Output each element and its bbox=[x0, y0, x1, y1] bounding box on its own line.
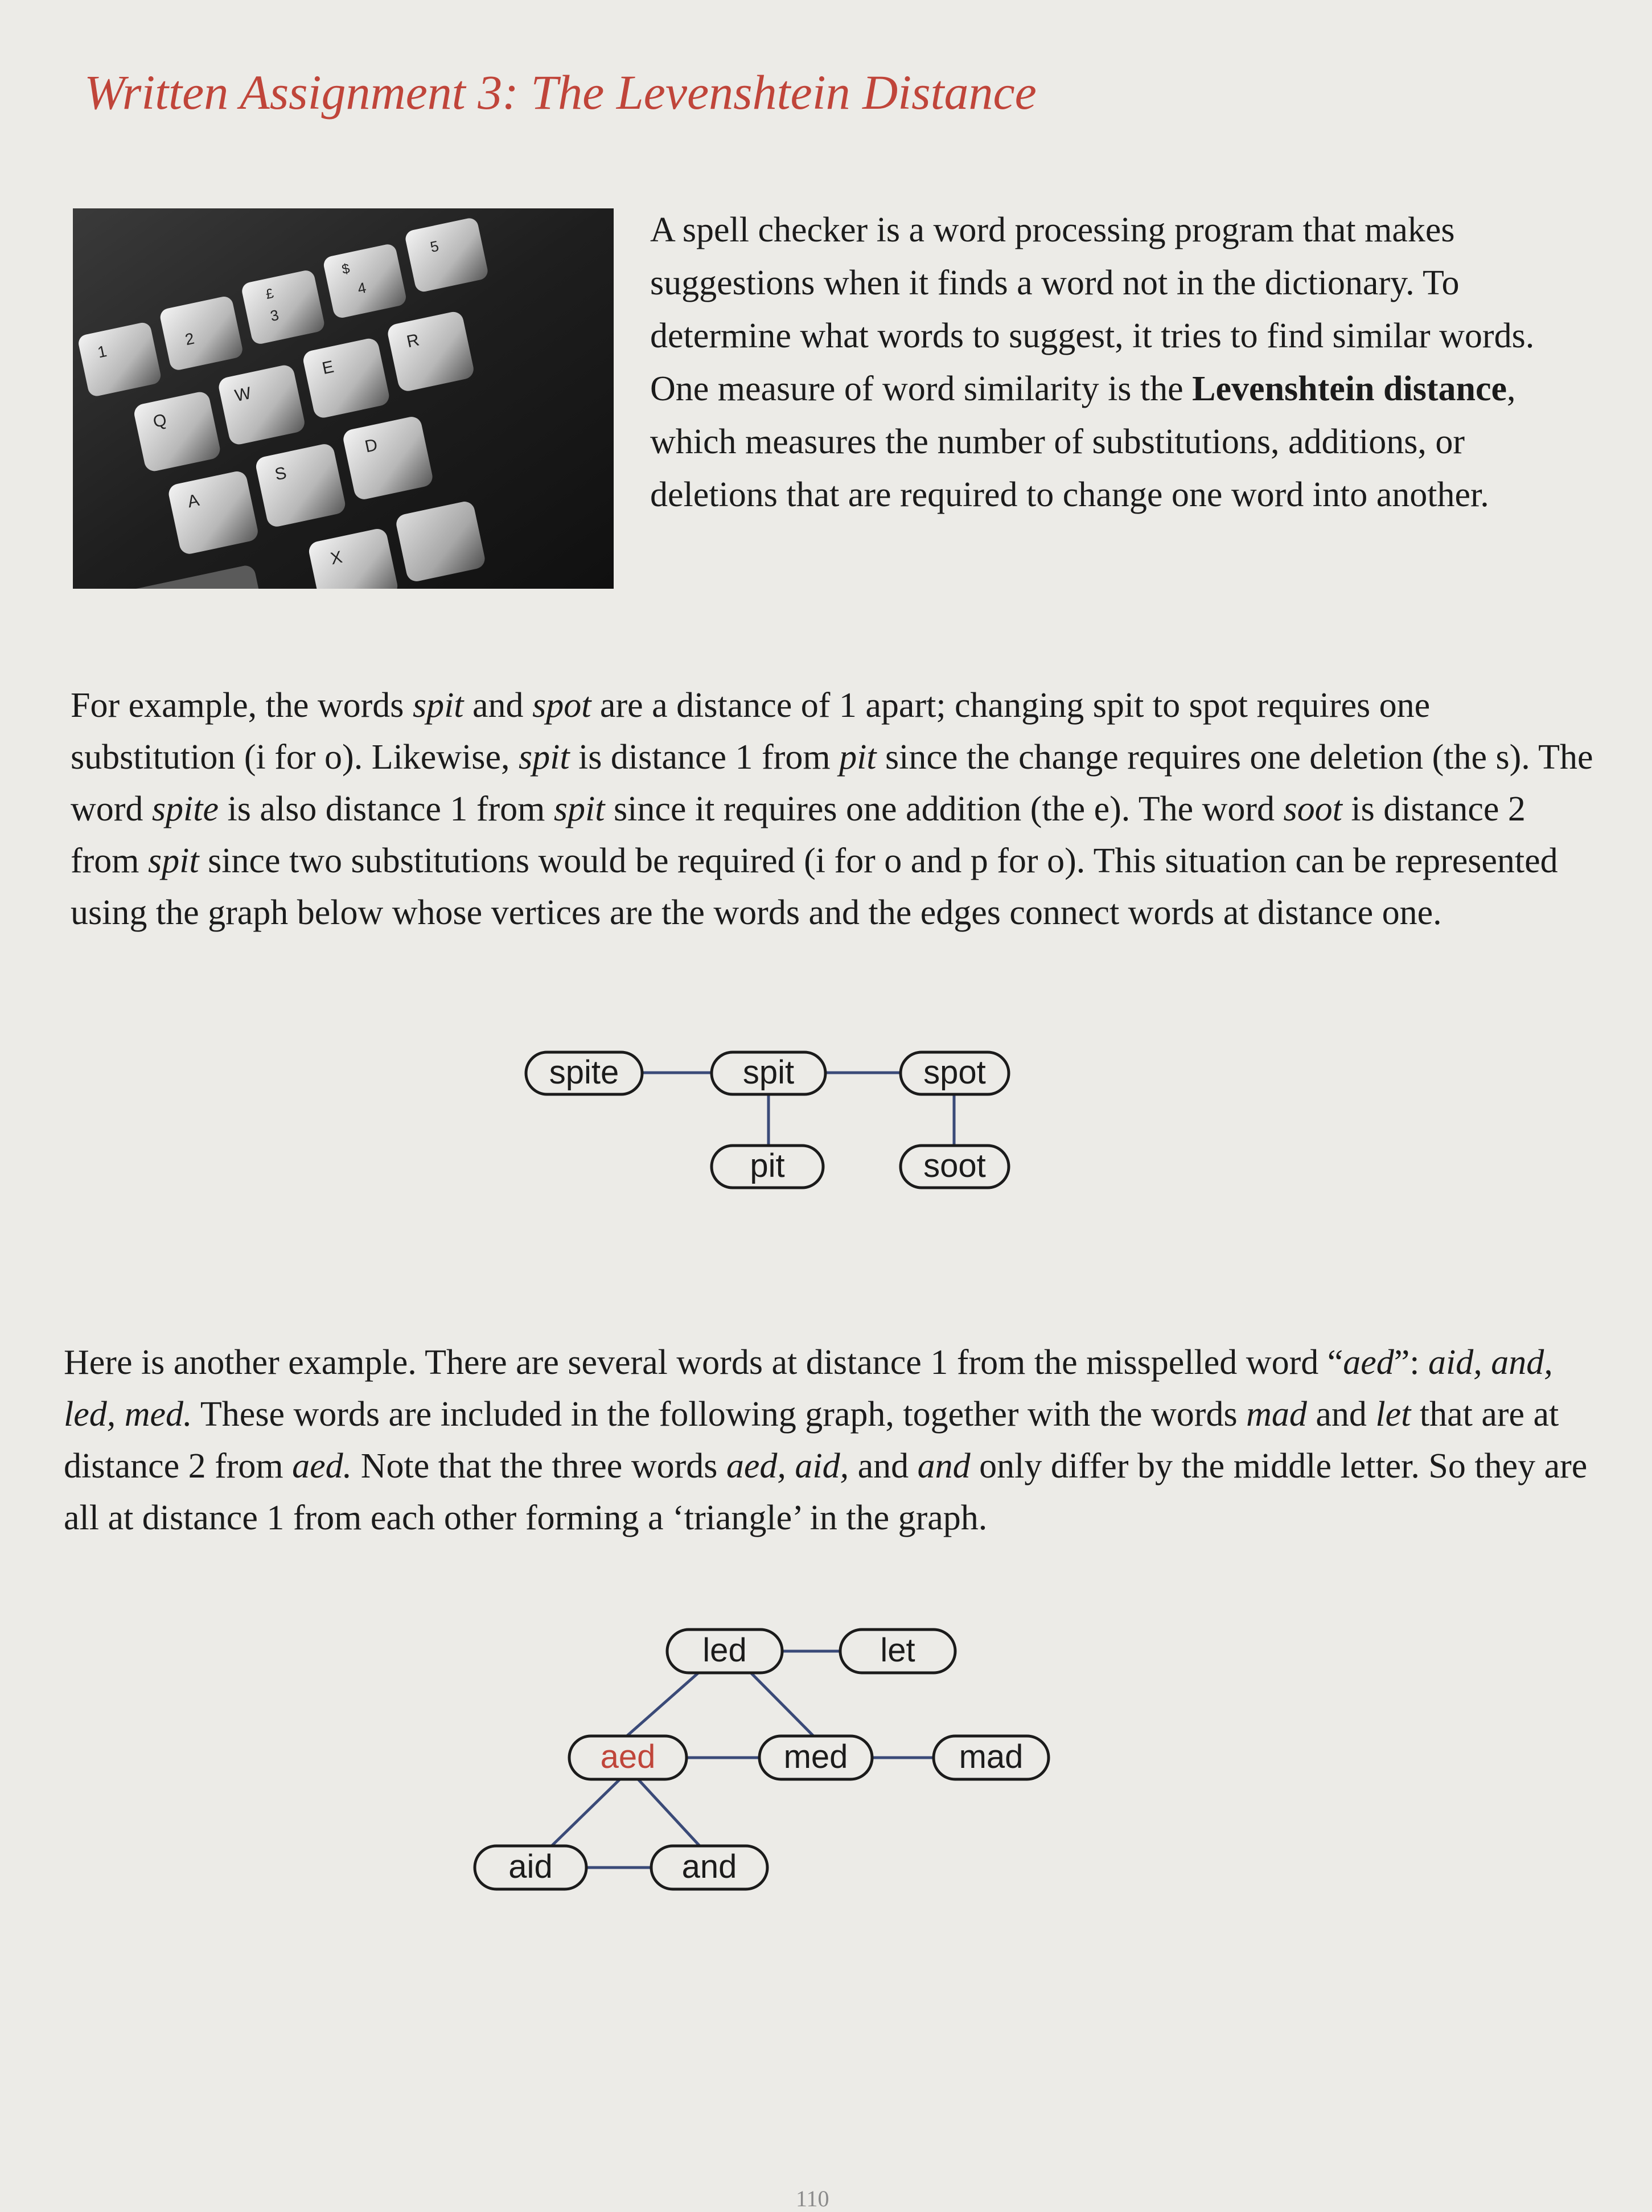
svg-text:£: £ bbox=[264, 285, 276, 302]
node-and bbox=[651, 1846, 767, 1889]
svg-text:S: S bbox=[273, 463, 289, 485]
node-soot bbox=[901, 1146, 1009, 1188]
node-pit bbox=[712, 1146, 823, 1188]
node-let bbox=[840, 1630, 955, 1673]
example-paragraph-1: For example, the words spit and spot are a distance of 1 apart; changing spit to spot requires one substitution (i for o). Likewise, spit is distance 1 from pit since the change requires one deletion (the s). The word spite is also distance 1 from spit since it requires one addition (the e). The word soot is distance 2 from spit since two substitutions would be required (i for o and p for o). This situation can be represented using the graph below whose vertices are the words and the edges connect words at distance one. bbox=[71, 686, 1593, 932]
svg-text:1: 1 bbox=[96, 342, 109, 362]
svg-text:Q: Q bbox=[151, 410, 169, 432]
assignment-heading: Written Assignment 3: The Levenshtein Distance bbox=[84, 65, 1037, 120]
node-spite bbox=[526, 1052, 642, 1094]
node-aid bbox=[475, 1846, 586, 1889]
svg-text:led: led bbox=[702, 1632, 747, 1669]
svg-text:spit: spit bbox=[742, 1054, 795, 1091]
svg-text:spot: spot bbox=[923, 1054, 986, 1091]
svg-text:A: A bbox=[186, 490, 201, 512]
page-number: 110 bbox=[796, 2186, 829, 2211]
svg-text:2: 2 bbox=[183, 329, 196, 349]
node-led bbox=[667, 1630, 782, 1673]
svg-text:X: X bbox=[328, 547, 344, 569]
svg-text:5: 5 bbox=[428, 237, 441, 256]
node-aed bbox=[569, 1736, 687, 1779]
edge-aed-aid bbox=[551, 1779, 620, 1846]
svg-text:mad: mad bbox=[959, 1738, 1024, 1775]
edge-led-aed bbox=[626, 1672, 699, 1737]
node-spot bbox=[901, 1052, 1009, 1094]
edge-aed-and bbox=[638, 1779, 700, 1846]
svg-text:$: $ bbox=[340, 261, 351, 278]
svg-text:med: med bbox=[783, 1738, 848, 1775]
term-levenshtein-distance: Levenshtein distance bbox=[1192, 370, 1507, 408]
intro-text-a: A spell checker is a word processing program that makes suggestions when it finds a word not in the dictionary. To determine what words to suggest, it tries to find similar words. One measure of word similarity is the bbox=[650, 211, 1535, 408]
svg-text:4: 4 bbox=[356, 278, 368, 298]
edge-led-med bbox=[750, 1672, 814, 1737]
intro-text-b: , which measures the number of substitutions, additions, or deletions that are required to change one word into another. bbox=[650, 370, 1516, 514]
distance-graph-spit bbox=[526, 1052, 1009, 1188]
graph2-nodes bbox=[475, 1630, 1049, 1889]
svg-text:pit: pit bbox=[750, 1147, 785, 1184]
node-mad bbox=[934, 1736, 1049, 1779]
svg-text:aid: aid bbox=[508, 1848, 553, 1885]
svg-text:spite: spite bbox=[549, 1054, 619, 1091]
svg-text:R: R bbox=[405, 330, 421, 352]
node-med bbox=[759, 1736, 872, 1779]
example-paragraph-2: Here is another example. There are several words at distance 1 from the misspelled word “aed”: aid, and, led, med. These words are included in the following graph, together with the words mad and let that are at distance 2 from aed. Note that the three words aed, aid, and and only differ by the middle letter. So they are all at distance 1 from each other forming a ‘triangle’ in the graph. bbox=[64, 1343, 1588, 1537]
svg-text:D: D bbox=[363, 435, 380, 457]
svg-text:aed: aed bbox=[600, 1738, 656, 1775]
node-spit bbox=[712, 1052, 825, 1094]
svg-text:E: E bbox=[320, 357, 336, 379]
svg-text:W: W bbox=[233, 383, 253, 406]
svg-text:let: let bbox=[880, 1632, 915, 1669]
distance-graph-aed bbox=[475, 1630, 1049, 1889]
svg-text:and: and bbox=[681, 1848, 737, 1885]
svg-text:3: 3 bbox=[269, 306, 281, 325]
svg-text:soot: soot bbox=[923, 1147, 986, 1184]
